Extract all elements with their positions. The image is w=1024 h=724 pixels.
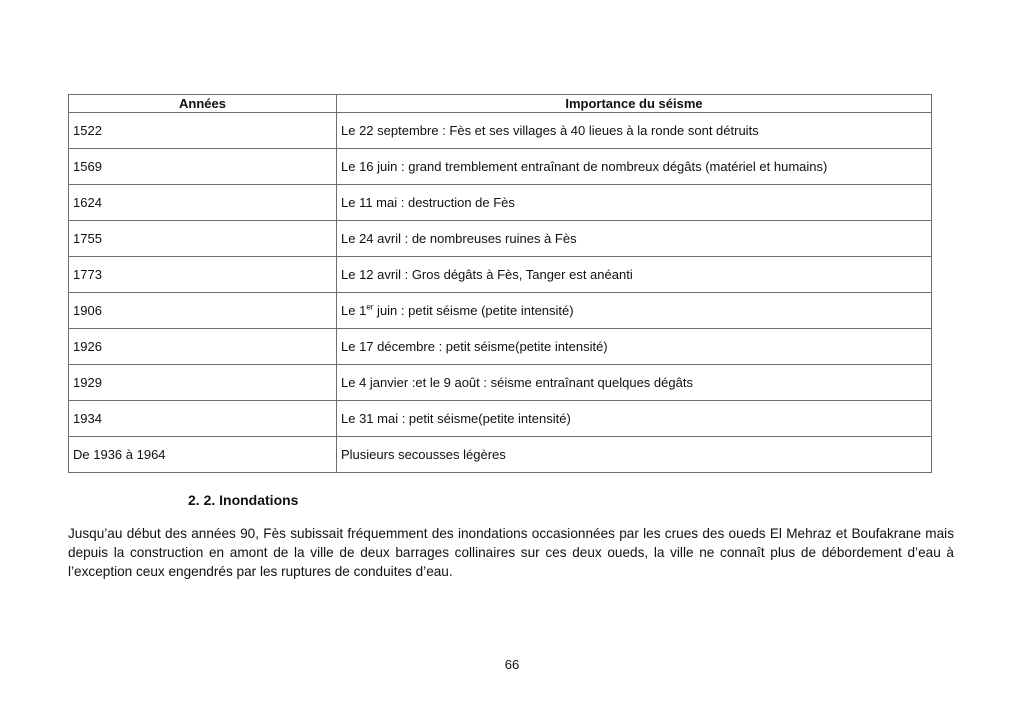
event-cell: Le 24 avril : de nombreuses ruines à Fès [337,221,932,257]
table-row [69,365,932,401]
event-cell [337,293,932,329]
body-paragraph: Jusqu’au début des années 90, Fès subissait fréquemment des inondations occasionnées par les crues des oueds El Mehraz et Boufakrane mais depuis la construction en amont de la ville de deux barrages collinaires sur ces deux oueds, la ville ne connaît plus de débordement d’eau à l’exception ceux engendrés par les ruptures de conduites d’eau. [68,526,954,579]
table-row [69,257,932,293]
year-cell: 1906 [69,293,337,329]
section-heading-inondations: 2. 2. Inondations [188,492,299,508]
event-text-superscript: er [366,302,374,312]
event-text-prefix: Le 1 [341,303,367,318]
event-cell: Le 31 mai : petit séisme(petite intensité) [337,401,932,437]
table-row [69,113,932,149]
event-text-suffix: juin : petit séisme (petite intensité) [373,303,574,318]
earthquake-history-table [68,94,932,473]
year-cell: 1755 [69,221,337,257]
page-number: 66 [504,657,520,672]
table-header-row [69,95,932,113]
event-cell: Le 16 juin : grand tremblement entraînant de nombreux dégâts (matériel et humains) [337,149,932,185]
year-cell: 1522 [69,113,337,149]
table-row [69,401,932,437]
table-row [69,293,932,329]
event-cell: Le 4 janvier :et le 9 août : séisme entraînant quelques dégâts [337,365,932,401]
year-cell: 1624 [69,185,337,221]
event-cell: Le 12 avril : Gros dégâts à Fès, Tanger est anéanti [337,257,932,293]
event-cell: Plusieurs secousses légères [337,437,932,473]
year-cell: 1926 [69,329,337,365]
table-row [69,221,932,257]
table-row [69,149,932,185]
event-cell: Le 22 septembre : Fès et ses villages à 40 lieues à la ronde sont détruits [337,113,932,149]
year-cell: 1929 [69,365,337,401]
table-row [69,185,932,221]
earthquake-history-table-wrapper [68,94,931,473]
table-row [69,329,932,365]
table-row [69,437,932,473]
event-cell: Le 17 décembre : petit séisme(petite intensité) [337,329,932,365]
event-cell: Le 11 mai : destruction de Fès [337,185,932,221]
column-header-years: Années [69,95,337,113]
year-cell: De 1936 à 1964 [69,437,337,473]
year-cell: 1773 [69,257,337,293]
year-cell: 1569 [69,149,337,185]
column-header-importance: Importance du séisme [337,95,932,113]
year-cell: 1934 [69,401,337,437]
page-number-footer [0,657,1024,672]
